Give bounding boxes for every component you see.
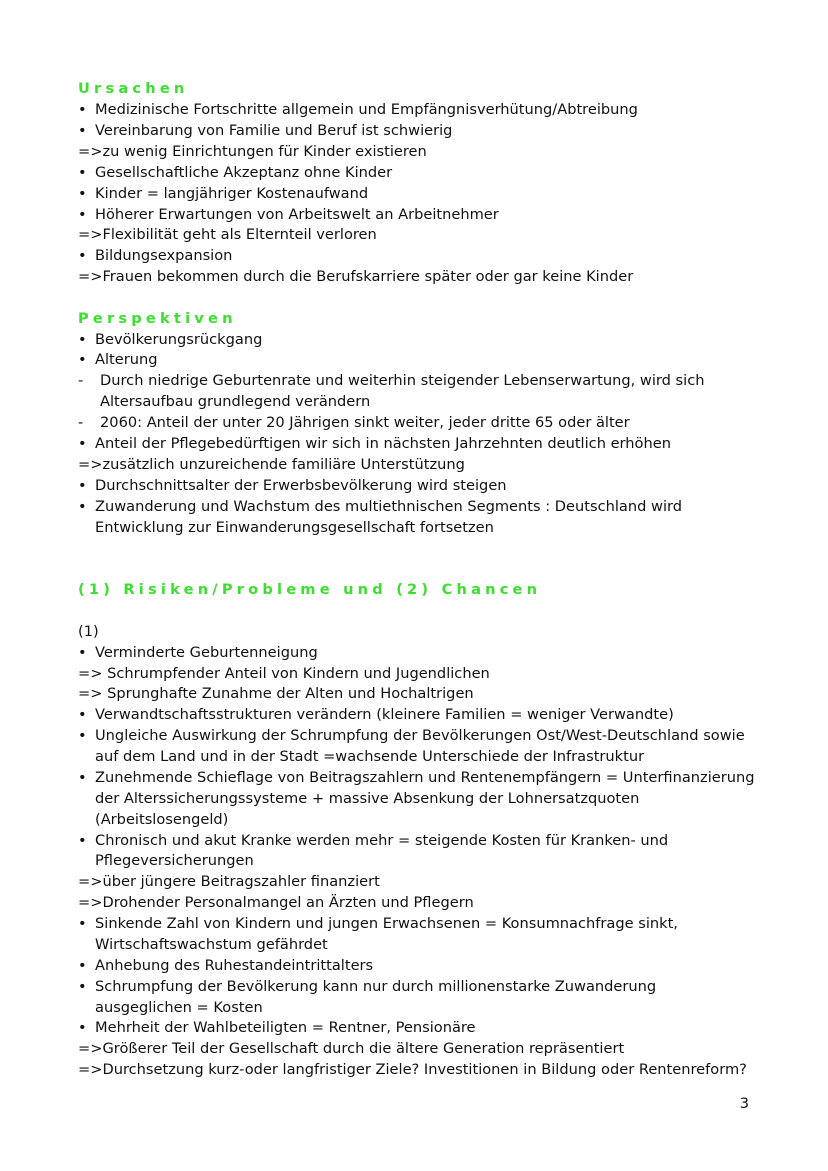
list-item: • Schrumpfung der Bevölkerung kann nur durch millionenstarke Zuwanderung: [78, 978, 657, 995]
list-item: - Durch niedrige Geburtenrate und weiterhin steigender Lebenserwartung, wird sich: [78, 372, 705, 389]
list-item: • Höherer Erwartungen von Arbeitswelt an Arbeitnehmer: [78, 206, 499, 223]
list-item: =>Frauen bekommen durch die Berufskarriere später oder gar keine Kinder: [78, 268, 634, 285]
list-item: • Vereinbarung von Familie und Beruf ist schwierig: [78, 122, 453, 139]
list-item: - 2060: Anteil der unter 20 Jährigen sinkt weiter, jeder dritte 65 oder älter: [78, 414, 630, 431]
list-item-continuation: Entwicklung zur Einwanderungsgesellschaft fortsetzen: [95, 519, 494, 536]
list-item-continuation: Pflegeversicherungen: [95, 852, 254, 869]
list-item: =>Größerer Teil der Gesellschaft durch die ältere Generation repräsentiert: [78, 1040, 625, 1057]
list-item: • Chronisch und akut Kranke werden mehr = steigende Kosten für Kranken- und: [78, 832, 669, 849]
list-item: • Zunehmende Schieflage von Beitragszahlern und Rentenempfängern = Unterfinanzierung: [78, 769, 755, 786]
list-item: => Schrumpfender Anteil von Kindern und Jugendlichen: [78, 665, 490, 682]
list-item: =>über jüngere Beitragszahler finanziert: [78, 873, 380, 890]
list-item-continuation: ausgeglichen = Kosten: [95, 999, 263, 1016]
list-item: =>Flexibilität geht als Elternteil verloren: [78, 226, 377, 243]
list-item-continuation: der Alterssicherungssysteme + massive Absenkung der Lohnersatzquoten: [95, 790, 640, 807]
list-item: =>zu wenig Einrichtungen für Kinder existieren: [78, 143, 427, 160]
heading-ursachen: Ursachen: [78, 80, 189, 97]
list-item: =>Durchsetzung kurz-oder langfristiger Ziele? Investitionen in Bildung oder Rentenreform?: [78, 1061, 747, 1078]
list-item: • Sinkende Zahl von Kindern und jungen Erwachsenen = Konsumnachfrage sinkt,: [78, 915, 678, 932]
list-item-continuation: Wirtschaftswachstum gefährdet: [95, 936, 328, 953]
list-item: • Medizinische Fortschritte allgemein und Empfängnisverhütung/Abtreibung: [78, 101, 638, 118]
list-item: • Bevölkerungsrückgang: [78, 331, 263, 348]
list-item: • Gesellschaftliche Akzeptanz ohne Kinder: [78, 164, 393, 181]
list-item: • Ungleiche Auswirkung der Schrumpfung der Bevölkerungen Ost/West-Deutschland sowie: [78, 727, 745, 744]
list-item: • Bildungsexpansion: [78, 247, 233, 264]
list-item: • Verwandtschaftsstrukturen verändern (kleinere Familien = weniger Verwandte): [78, 706, 674, 723]
list-item: • Kinder = langjähriger Kostenaufwand: [78, 185, 369, 202]
list-item: =>Drohender Personalmangel an Ärzten und Pflegern: [78, 894, 474, 911]
list-item: =>zusätzlich unzureichende familiäre Unterstützung: [78, 456, 465, 473]
list-item: • Verminderte Geburtenneigung: [78, 644, 318, 661]
list-item: • Anteil der Pflegebedürftigen wir sich in nächsten Jahrzehnten deutlich erhöhen: [78, 435, 671, 452]
list-item-continuation: (Arbeitslosengeld): [95, 811, 229, 828]
heading-perspektiven: Perspektiven: [78, 310, 237, 327]
list-item: • Mehrheit der Wahlbeteiligten = Rentner, Pensionäre: [78, 1019, 476, 1036]
page-number: 3: [739, 1095, 749, 1112]
list-item: • Alterung: [78, 351, 158, 368]
list-item-continuation: auf dem Land und in der Stadt =wachsende Unterschiede der Infrastruktur: [95, 748, 645, 765]
list-item-continuation: Altersaufbau grundlegend verändern: [100, 393, 371, 410]
list-item: • Zuwanderung und Wachstum des multiethnischen Segments : Deutschland wird: [78, 498, 683, 515]
heading-risiken-chancen: (1) Risiken/Probleme und (2) Chancen: [78, 581, 542, 598]
list-item: • Durchschnittsalter der Erwerbsbevölkerung wird steigen: [78, 477, 507, 494]
subsection-label: (1): [78, 623, 99, 640]
list-item: => Sprunghafte Zunahme der Alten und Hochaltrigen: [78, 685, 474, 702]
list-item: • Anhebung des Ruhestandeintrittalters: [78, 957, 374, 974]
